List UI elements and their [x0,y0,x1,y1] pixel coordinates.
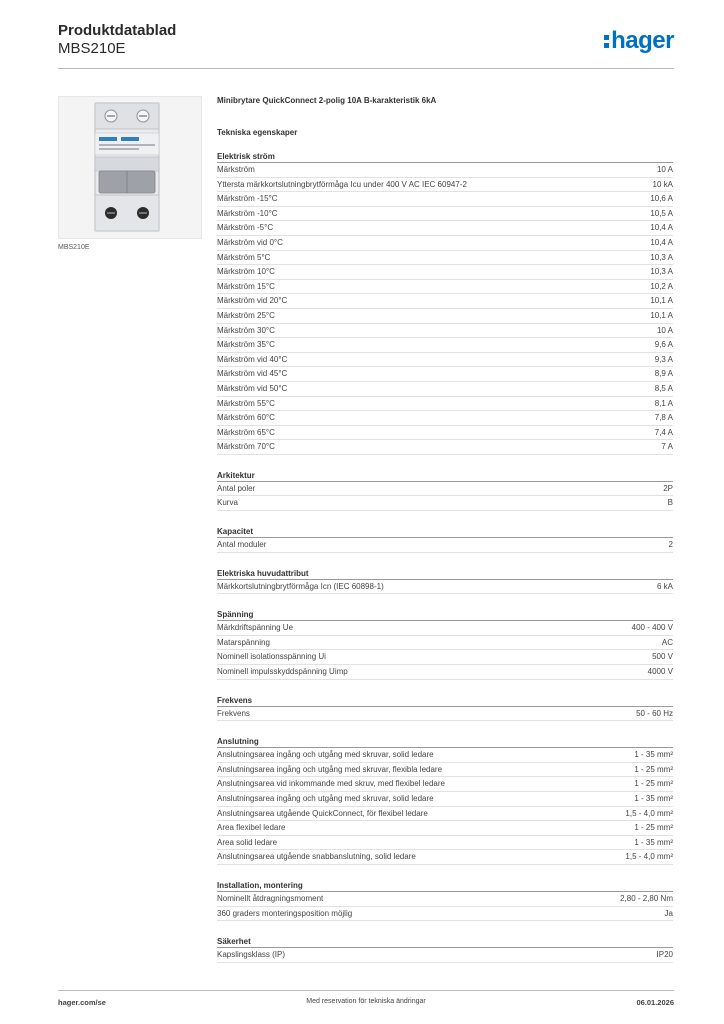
spec-label: Märkström 60°C [217,413,275,423]
product-code: MBS210E [58,40,126,57]
spec-row [217,807,673,822]
spec-row [217,707,673,722]
spec-value: 2P [663,483,673,493]
spec-section [217,696,673,722]
spec-section [217,610,673,679]
spec-label: Area flexibel ledare [217,823,286,833]
spec-value: 8,5 A [654,383,673,393]
spec-label: Antal poler [217,483,256,493]
section-title: Elektrisk ström [217,152,673,163]
spec-row [217,636,673,651]
spec-label: Märkström 65°C [217,427,275,437]
spec-row [217,792,673,807]
spec-row [217,482,673,497]
spec-row [217,836,673,851]
spec-row [217,207,673,222]
spec-value: 2 [668,540,673,550]
spec-value: 10 kA [652,179,673,189]
spec-label: Märkkortslutningbrytförmåga Icn (IEC 60898-1) [217,581,384,591]
spec-label: Antal moduler [217,540,267,550]
spec-value: 10,3 A [650,267,673,277]
spec-value: 400 - 400 V [631,623,673,633]
spec-value: 10 A [656,325,673,335]
spec-row [217,892,673,907]
section-title: Kapacitet [217,527,673,538]
spec-label: Märkström -15°C [217,194,278,204]
spec-row [217,294,673,309]
spec-value: 10 A [656,165,673,174]
spec-label: Märkström 10°C [217,267,275,277]
spec-value: 4000 V [647,667,673,677]
spec-label: Märkström 25°C [217,310,275,320]
spec-label: Nominellt åtdragningsmoment [217,893,324,903]
spec-label: Kurva [217,498,238,508]
spec-row [217,948,673,963]
page-header [58,22,674,68]
section-title: Anslutning [217,737,673,748]
spec-row [217,236,673,251]
spec-value: 1,5 - 4,0 mm² [625,808,673,818]
spec-label: Märkström -5°C [217,223,274,233]
spec-value: 10,4 A [650,223,673,233]
spec-label: Märkström -10°C [217,208,278,218]
spec-label: Nominell isolationsspänning Ui [217,652,326,662]
spec-row [217,221,673,236]
spec-label: Anslutningsarea vid inkommande med skruv, med flexibel ledare [217,779,445,789]
page-footer [58,998,674,1010]
spec-label: Anslutningsarea ingång och utgång med skruvar, flexibla ledare [217,764,443,774]
section-title: Arkitektur [217,471,673,482]
spec-value: 7 A [661,442,673,452]
spec-row [217,650,673,665]
logo-colon-icon [604,31,610,49]
spec-section [217,471,673,511]
spec-row [217,397,673,412]
spec-row [217,338,673,353]
spec-row [217,821,673,836]
spec-content [217,96,673,963]
spec-label: Matarspänning [217,637,270,647]
spec-label: Märkström 35°C [217,340,275,350]
spec-label: Area solid ledare [217,837,278,847]
spec-value: 10,1 A [650,296,673,306]
spec-row [217,265,673,280]
spec-value: 8,1 A [654,398,673,408]
spec-label: Märkström vid 0°C [217,237,283,247]
spec-value: 1,5 - 4,0 mm² [625,852,673,862]
product-description: Minibrytare QuickConnect 2-polig 10A B-karakteristik 6kA [217,96,437,105]
spec-row [217,777,673,792]
spec-label: Anslutningsarea ingång och utgång med skruvar, solid ledare [217,750,434,760]
spec-row [217,580,673,595]
footer-divider [58,990,674,991]
spec-value: B [667,498,673,508]
spec-value: 50 - 60 Hz [636,708,673,718]
spec-value: 1 - 35 mm² [634,750,673,760]
spec-row [217,538,673,553]
spec-row [217,748,673,763]
spec-row [217,763,673,778]
document-title: Produktdatablad [58,22,177,39]
spec-value: 10,3 A [650,252,673,262]
spec-value: 1 - 25 mm² [634,779,673,789]
spec-row [217,621,673,636]
image-caption: MBS210E [58,244,90,251]
spec-value: 1 - 25 mm² [634,823,673,833]
spec-label: Märkström 15°C [217,281,275,291]
spec-row [217,309,673,324]
spec-value: 1 - 25 mm² [634,764,673,774]
section-title: Elektriska huvudattribut [217,569,673,580]
footer-date: 06.01.2026 [636,998,674,1007]
spec-row [217,496,673,511]
logo-text: hager [611,27,674,54]
section-title: Frekvens [217,696,673,707]
spec-row [217,367,673,382]
spec-row [217,850,673,865]
spec-value: 2,80 - 2,80 Nm [620,893,673,903]
section-title: Säkerhet [217,937,673,948]
spec-value: 10,2 A [650,281,673,291]
spec-label: Märkström 30°C [217,325,275,335]
spec-sections [217,152,673,963]
spec-value: 1 - 35 mm² [634,837,673,847]
spec-value: 7,8 A [654,413,673,423]
footer-website: hager.com/se [58,998,106,1007]
spec-row [217,440,673,455]
spec-value: 10,1 A [650,310,673,320]
spec-row [217,178,673,193]
spec-value: 10,4 A [650,237,673,247]
spec-label: Märkström vid 40°C [217,354,288,364]
spec-label: Yttersta märkkortslutningbrytförmåga Icu under 400 V AC IEC 60947-2 [217,179,467,189]
spec-label: Märkström vid 50°C [217,383,288,393]
spec-row [217,192,673,207]
spec-label: Märkdriftspänning Ue [217,623,294,633]
spec-label: Märkström 55°C [217,398,275,408]
spec-section [217,527,673,553]
spec-label: 360 graders monteringsposition möjlig [217,908,353,918]
spec-section [217,152,673,455]
spec-value: 8,9 A [654,369,673,379]
circuit-breaker-illustration [59,97,201,238]
spec-label: Märkström vid 45°C [217,369,288,379]
spec-label: Frekvens [217,708,250,718]
spec-row [217,280,673,295]
spec-value: AC [661,637,673,647]
spec-value: 6 kA [656,581,673,591]
spec-label: Anslutningsarea utgående snabbanslutning, solid ledare [217,852,416,862]
spec-label: Märkström [217,165,255,174]
section-title: Installation, montering [217,881,673,892]
spec-row [217,382,673,397]
spec-value: 7,4 A [654,427,673,437]
spec-value: 10,6 A [650,194,673,204]
spec-row [217,411,673,426]
spec-label: Märkström 5°C [217,252,271,262]
spec-label: Märkström 70°C [217,442,275,452]
spec-label: Anslutningsarea utgående QuickConnect, för flexibel ledare [217,808,428,818]
spec-section [217,569,673,595]
footer-disclaimer: Med reservation för tekniska ändringar [306,998,426,1005]
spec-row [217,353,673,368]
spec-row [217,426,673,441]
product-image [58,96,202,239]
spec-value: 10,5 A [650,208,673,218]
hager-logo [604,28,674,54]
spec-value: 1 - 35 mm² [634,794,673,803]
spec-row [217,251,673,266]
spec-row [217,665,673,680]
spec-label: Kapslingsklass (IP) [217,950,286,960]
spec-section [217,881,673,921]
header-divider [58,68,674,69]
spec-label: Märkström vid 20°C [217,296,288,306]
spec-label: Anslutningsarea ingång och utgång med skruvar, solid ledare [217,794,434,803]
spec-label: Nominell impulsskyddspänning Uimp [217,667,348,677]
spec-value: IP20 [656,950,673,960]
section-title: Spänning [217,610,673,621]
spec-section [217,937,673,963]
spec-row [217,907,673,922]
spec-value: 9,3 A [654,354,673,364]
spec-section [217,737,673,865]
spec-value: 9,6 A [654,340,673,350]
spec-row [217,324,673,339]
spec-value: Ja [664,908,673,918]
spec-row [217,163,673,178]
spec-value: 500 V [652,652,673,662]
technical-properties-title: Tekniska egenskaper [217,128,298,137]
